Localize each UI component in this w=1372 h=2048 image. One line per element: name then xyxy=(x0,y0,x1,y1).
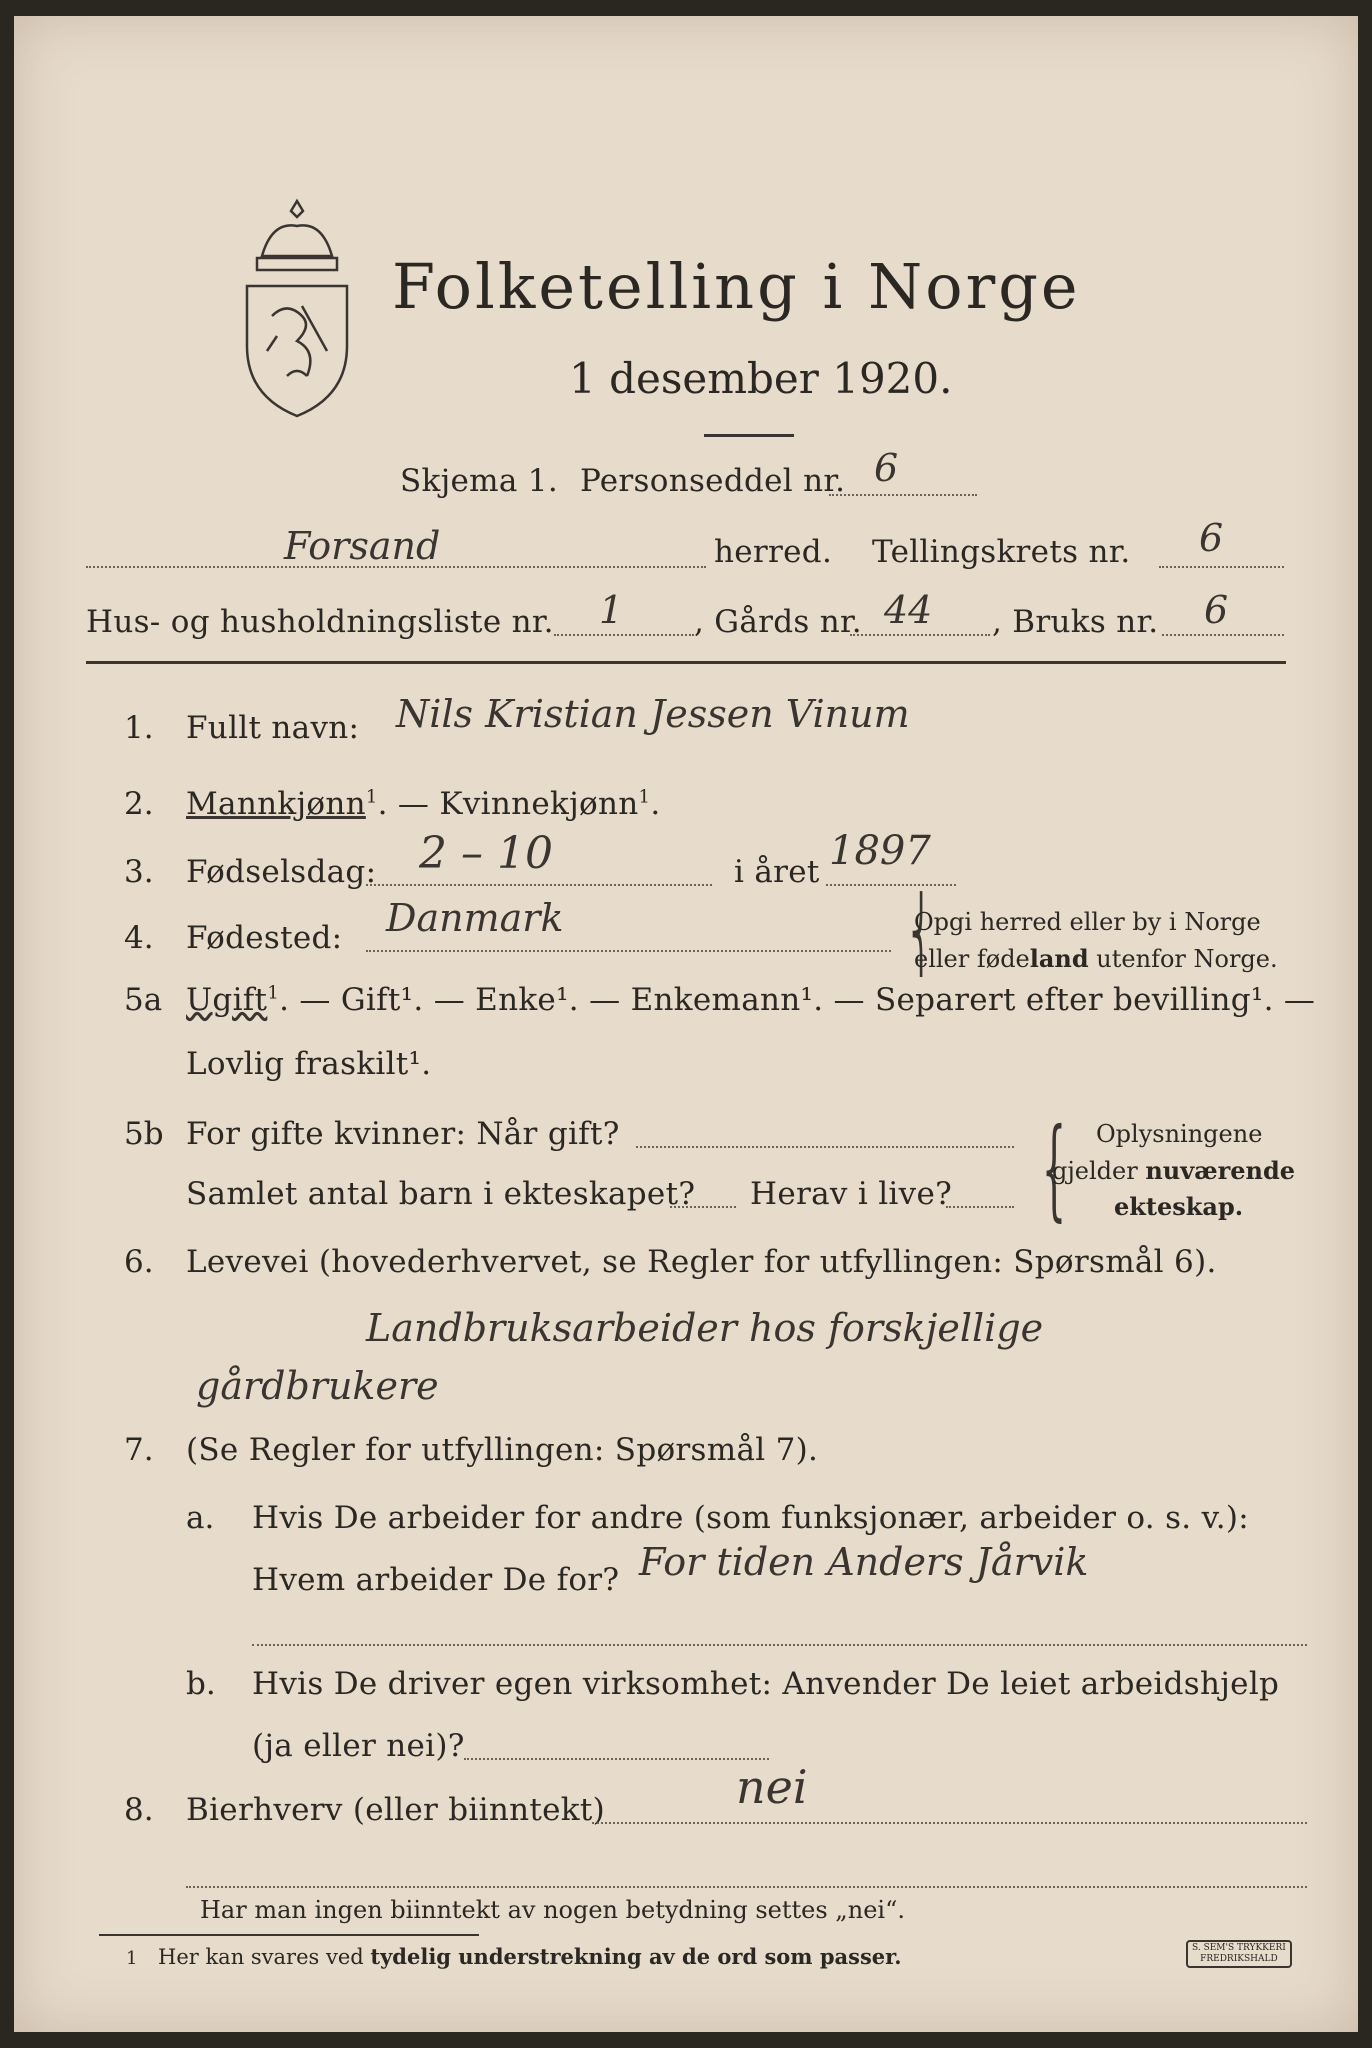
q5b-label2: Samlet antal barn i ekteskapet? xyxy=(186,1176,696,1212)
side-income-value[interactable]: nei xyxy=(736,1760,808,1814)
q7-label: (Se Regler for utfyllingen: Spørsmål 7). xyxy=(186,1432,819,1468)
printer-stamp: S. SEM'S TRYKKERI FREDRIKSHALD xyxy=(1186,1940,1292,1968)
q2-sup2: 1 xyxy=(638,786,651,808)
q7a-number: a. xyxy=(186,1500,215,1536)
q4-bracket: ⎨ xyxy=(910,892,932,976)
skjema-label: Skjema 1. xyxy=(400,463,558,499)
q4-note-line2: eller fødeland utenfor Norge. xyxy=(914,944,1278,973)
q2-end: . xyxy=(650,786,661,822)
gender-options xyxy=(186,786,660,822)
census-date: 1 desember 1920. xyxy=(569,354,953,403)
q5b-bracket: { xyxy=(1041,1104,1067,1232)
q8-label: Bierhverv (eller biinntekt) xyxy=(186,1792,606,1828)
coat-of-arms-icon xyxy=(232,196,362,421)
birthplace-value[interactable]: Danmark xyxy=(386,896,564,940)
q4-note-line1: Opgi herred eller by i Norge xyxy=(914,908,1261,936)
q2-sup1: 1 xyxy=(365,786,378,808)
gards-label: , Gårds nr. xyxy=(694,604,862,640)
q5b-label1: For gifte kvinner: Når gift? xyxy=(186,1116,620,1152)
marital-option-ugift[interactable]: Ugift xyxy=(186,982,268,1018)
footnote-text: Her kan svares ved tydelig understrekning av de ord som passer. xyxy=(158,1944,902,1969)
q5b-note2: gjelder nuværende xyxy=(1052,1156,1296,1185)
q6-number: 6. xyxy=(124,1244,154,1280)
herred-label: herred. xyxy=(714,534,833,570)
q5b-note1: Oplysningene xyxy=(1096,1120,1263,1148)
children-alive-line xyxy=(946,1206,1014,1208)
hus-value[interactable]: 1 xyxy=(599,588,624,632)
census-form-sheet xyxy=(14,16,1358,2032)
children-count-line xyxy=(670,1206,736,1208)
form-title: Folketelling i Norge xyxy=(392,250,1081,323)
employer-value[interactable]: For tiden Anders Jårvik xyxy=(639,1540,1089,1584)
tellingskrets-label: Tellingskrets nr. xyxy=(872,534,1131,570)
occupation-value-line2[interactable]: gårdbrukere xyxy=(196,1364,439,1408)
tellingskrets-value[interactable]: 6 xyxy=(1199,516,1224,560)
q5b-note3: ekteskap. xyxy=(1114,1192,1244,1221)
q7-number: 7. xyxy=(124,1432,154,1468)
gender-option-female[interactable]: Kvinnekjønn xyxy=(439,786,639,822)
gender-option-male[interactable]: Mannkjønn xyxy=(186,786,366,822)
q7b-number: b. xyxy=(186,1666,216,1702)
marital-options-rest[interactable]: . — Gift¹. — Enke¹. — Enkemann¹. — Separert efter bevilling¹. — xyxy=(279,982,1316,1018)
q7a-label1: Hvis De arbeider for andre (som funksjonær, arbeider o. s. v.): xyxy=(252,1500,1250,1536)
footnote-divider xyxy=(99,1934,479,1936)
q7b-label2: (ja eller nei)? xyxy=(252,1728,465,1764)
hus-label: Hus- og husholdningsliste nr. xyxy=(86,604,554,640)
q3-year-label: i året xyxy=(734,854,820,890)
personseddel-value[interactable]: 6 xyxy=(874,446,899,490)
side-income-extra-line xyxy=(186,1886,1307,1888)
q5b-label3: Herav i live? xyxy=(750,1176,953,1212)
marital-option-fraskilt[interactable]: Lovlig fraskilt¹. xyxy=(186,1046,432,1082)
gards-line xyxy=(850,634,990,636)
occupation-value-line1[interactable]: Landbruksarbeider hos forskjellige xyxy=(366,1306,1044,1350)
married-when-line xyxy=(636,1146,1014,1148)
bruks-line xyxy=(1162,634,1284,636)
marital-status-options xyxy=(186,982,1315,1018)
side-income-line xyxy=(592,1822,1307,1824)
q2-number: 2. xyxy=(124,786,154,822)
hired-help-line xyxy=(464,1758,769,1760)
tellingskrets-line xyxy=(1159,566,1284,568)
hus-line xyxy=(554,634,694,636)
birthday-value[interactable]: 2 – 10 xyxy=(419,828,553,879)
gards-value[interactable]: 44 xyxy=(884,588,933,632)
employer-extra-line xyxy=(252,1644,1307,1646)
q5a-sup: 1 xyxy=(267,982,280,1004)
footnote-number: 1 xyxy=(126,1948,138,1969)
bruks-value[interactable]: 6 xyxy=(1204,588,1229,632)
title-divider xyxy=(704,434,794,437)
q7b-label1: Hvis De driver egen virksomhet: Anvender De leiet arbeidshjelp xyxy=(252,1666,1280,1702)
birth-year-line xyxy=(826,884,956,886)
q3-label: Fødselsdag: xyxy=(186,854,377,890)
q5b-number: 5b xyxy=(124,1116,164,1152)
q3-number: 3. xyxy=(124,854,154,890)
note-nei: Har man ingen biinntekt av nogen betydning settes „nei“. xyxy=(200,1896,905,1924)
q7a-label2: Hvem arbeider De for? xyxy=(252,1562,620,1598)
bruks-label: , Bruks nr. xyxy=(992,604,1159,640)
q2-sep: . — xyxy=(377,786,440,822)
q4-label: Fødested: xyxy=(186,920,343,956)
q6-label: Levevei (hovederhvervet, se Regler for utfyllingen: Spørsmål 6). xyxy=(186,1244,1217,1280)
birthday-line xyxy=(366,884,712,886)
herred-value[interactable]: Forsand xyxy=(284,524,441,568)
q8-number: 8. xyxy=(124,1792,154,1828)
birthplace-line xyxy=(366,950,891,952)
q5a-number: 5a xyxy=(124,982,163,1018)
q1-label: Fullt navn: xyxy=(186,710,360,746)
q1-number: 1. xyxy=(124,710,154,746)
q4-number: 4. xyxy=(124,920,154,956)
birth-year-value[interactable]: 1897 xyxy=(829,828,931,874)
header-divider xyxy=(86,661,1286,664)
full-name-value[interactable]: Nils Kristian Jessen Vinum xyxy=(396,692,910,736)
personseddel-label: Personseddel nr. xyxy=(580,463,846,499)
personseddel-line xyxy=(829,494,977,496)
